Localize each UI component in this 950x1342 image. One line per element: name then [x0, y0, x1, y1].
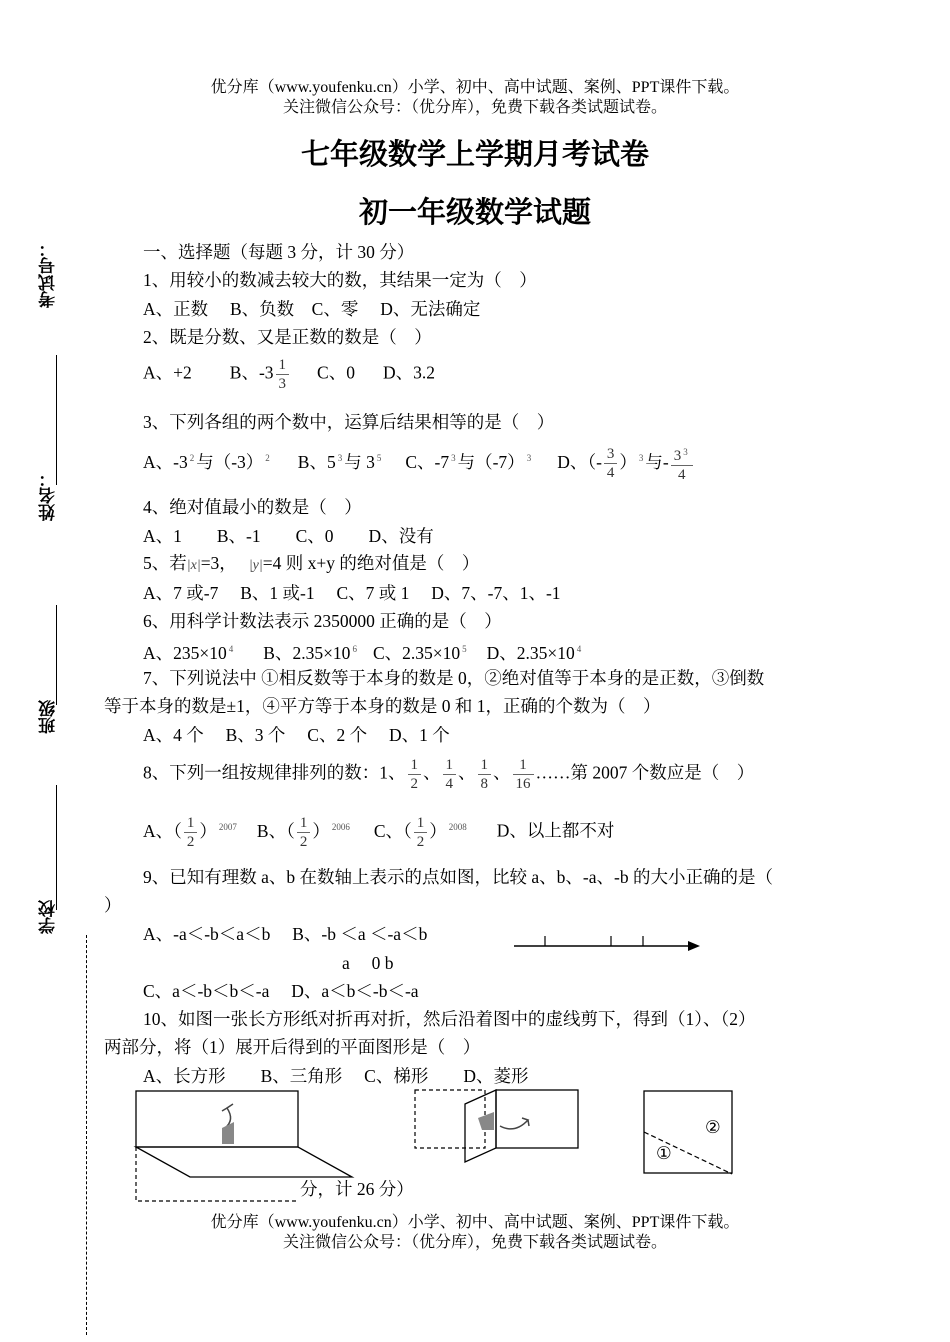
q3-stem: 3、下列各组的两个数中，运算后结果相等的是（ ）: [143, 412, 555, 432]
q10-stem-line-1: 10、如图一张长方形纸对折再对折，然后沿着图中的虚线剪下，得到（1）、（2）: [143, 1009, 756, 1029]
name-label: 姓名：: [39, 470, 59, 521]
abs-y: |y|: [248, 558, 263, 573]
q9-options-ab: A、-a＜-b＜a＜b B、-b ＜a ＜-a＜b: [143, 924, 428, 944]
footer-line-1: 优分库（www.youfenku.cn）小学、初中、高中试题、案例、PPT课件下载。: [210, 1214, 740, 1231]
fold2-right-half: [496, 1090, 578, 1148]
q6-stem: 6、用科学计数法表示 2350000 正确的是（ ）: [143, 611, 502, 631]
q2-option-a: A、+2: [143, 362, 192, 383]
fold2-arrow-icon: [500, 1118, 529, 1129]
q9-axis-labels: a 0 b: [342, 953, 394, 973]
header-line-2: 关注微信公众号：（优分库），免费下载各类试题试卷。: [282, 99, 667, 116]
q8-option-d: D、以上都不对: [496, 820, 615, 841]
fold-arrow-shade: [222, 1122, 234, 1144]
q10-options: A、长方形 B、三角形 C、梯形 D、菱形: [143, 1066, 529, 1086]
q7-options: A、4 个 B、3 个 C、2 个 D、1 个: [143, 725, 450, 745]
q3-options: [143, 443, 695, 484]
q7-stem-line-2: 等于本身的数是±1，④平方等于本身的数是 0 和 1，正确的个数为（ ）: [104, 696, 661, 716]
page-title: 七年级数学上学期月考试卷: [300, 137, 649, 171]
piece-1-label: ①: [656, 1143, 672, 1163]
q8-option-a: A、（ $\frac{1}{2}$ ） $^{2007}$: [143, 815, 237, 850]
exam-number-blank: [56, 355, 57, 485]
school-label: 学校: [39, 900, 59, 934]
q5-options: A、7 或-7 B、1 或-1 C、7 或 1 D、7、-7、1、-1: [143, 583, 561, 603]
q8-options: [143, 814, 614, 851]
q8-option-c: C、（ $\frac{1}{2}$ ） $^{2008}$: [373, 815, 467, 850]
q10-stem-line-2: 两部分，将（1）展开后得到的平面图形是（ ）: [104, 1037, 481, 1057]
number-line-arrow: [688, 941, 700, 951]
q8-option-b: B、（ $\frac{1}{2}$ ） $^{2006}$: [256, 815, 350, 850]
folded-sheet-top: [136, 1091, 298, 1147]
q4-options: A、1 B、-1 C、0 D、没有: [143, 526, 434, 546]
folded-sheet-flap: [136, 1147, 352, 1177]
section-2-partial: 分，计 26 分）: [300, 1179, 414, 1199]
q6-option-a: A、235×10 $^4$: [143, 643, 234, 663]
exam-number-label: 考试号：: [39, 240, 59, 308]
q9-stem-line-2: ）: [104, 895, 122, 915]
piece-2-label: ②: [705, 1117, 721, 1137]
q3-option-b: B、5 $^3$ 与 3 $^5$: [297, 451, 382, 472]
q5-stem: 5、若|x|=3， |y|=4 则 x+y 的绝对值是（ ）: [143, 552, 479, 577]
page-subtitle: 初一年级数学试题: [358, 195, 591, 229]
q6-option-c: C、2.35×10 $^5$: [372, 643, 467, 663]
fold-figure-2: [410, 1086, 585, 1168]
header-line-1: 优分库（www.youfenku.cn）小学、初中、高中试题、案例、PPT课件下载。: [210, 79, 740, 96]
abs-x: |x|: [186, 558, 201, 573]
cut-figure: [640, 1088, 740, 1178]
original-outline-dashed: [136, 1147, 298, 1201]
q2-stem: 2、既是分数、又是正数的数是（ ）: [143, 327, 432, 347]
q7-stem-line-1: 7、下列说法中 ①相反数等于本身的数是 0，②绝对值等于本身的是正数，③倒数: [143, 668, 765, 688]
q6-options: [143, 638, 583, 664]
q2-option-d: D、3.2: [382, 362, 435, 383]
q2-option-b: B、-3: [229, 362, 274, 383]
class-blank: [56, 785, 57, 910]
q9-number-line: [510, 930, 700, 956]
q9-options-cd: C、a＜-b＜b＜-a D、a＜b＜-b＜-a: [143, 981, 419, 1001]
footer-line-2: 关注微信公众号：（优分库），免费下载各类试题试卷。: [282, 1234, 667, 1251]
q1-stem: 1、用较小的数减去较大的数，其结果一定为（ ）: [143, 270, 537, 290]
binding-cut-line: [86, 935, 87, 1335]
q8-stem: 8、下列一组按规律排列的数：1、 $\frac{1}{2}$ 、 $\frac{1}{4}$ 、 $\frac{1}{8}$ 、 $\frac{1}{16}$ ……第 2007 个数应是（ ）: [143, 757, 755, 792]
q2-fraction: [276, 356, 290, 393]
fold2-arrow-shade: [478, 1112, 494, 1130]
q2-fraction-den: 3: [278, 376, 287, 392]
q6-option-d: D、2.35×10 $^4$: [486, 643, 582, 663]
q6-option-b: B、2.35×10 $^6$: [263, 643, 357, 663]
q3-option-c: C、-7 $^3$ 与（-7） $^3$: [405, 451, 532, 472]
q2-options: [143, 356, 435, 393]
q3-option-a: A、-3 $^2$ 与（-3） $^2$: [143, 451, 270, 472]
q3-option-d: D、（- $\frac{3}{4}$ ） $^3$ 与- $\frac{3 ^3}{4}$: [557, 452, 695, 472]
q4-stem: 4、绝对值最小的数是（ ）: [143, 497, 362, 517]
section-heading: 一、选择题（每题 3 分，计 30 分）: [143, 242, 415, 262]
q2-fraction-num: 1: [276, 356, 290, 375]
q1-options: A、正数 B、负数 C、零 D、无法确定: [143, 299, 481, 319]
fold2-dashed-half: [415, 1090, 485, 1148]
class-label: 班级: [39, 700, 59, 734]
q2-option-c: C、0: [317, 362, 355, 383]
name-blank: [56, 605, 57, 705]
q9-stem-line-1: 9、已知有理数 a、b 在数轴上表示的点如图，比较 a、b、-a、-b 的大小正确的是（: [143, 867, 773, 887]
